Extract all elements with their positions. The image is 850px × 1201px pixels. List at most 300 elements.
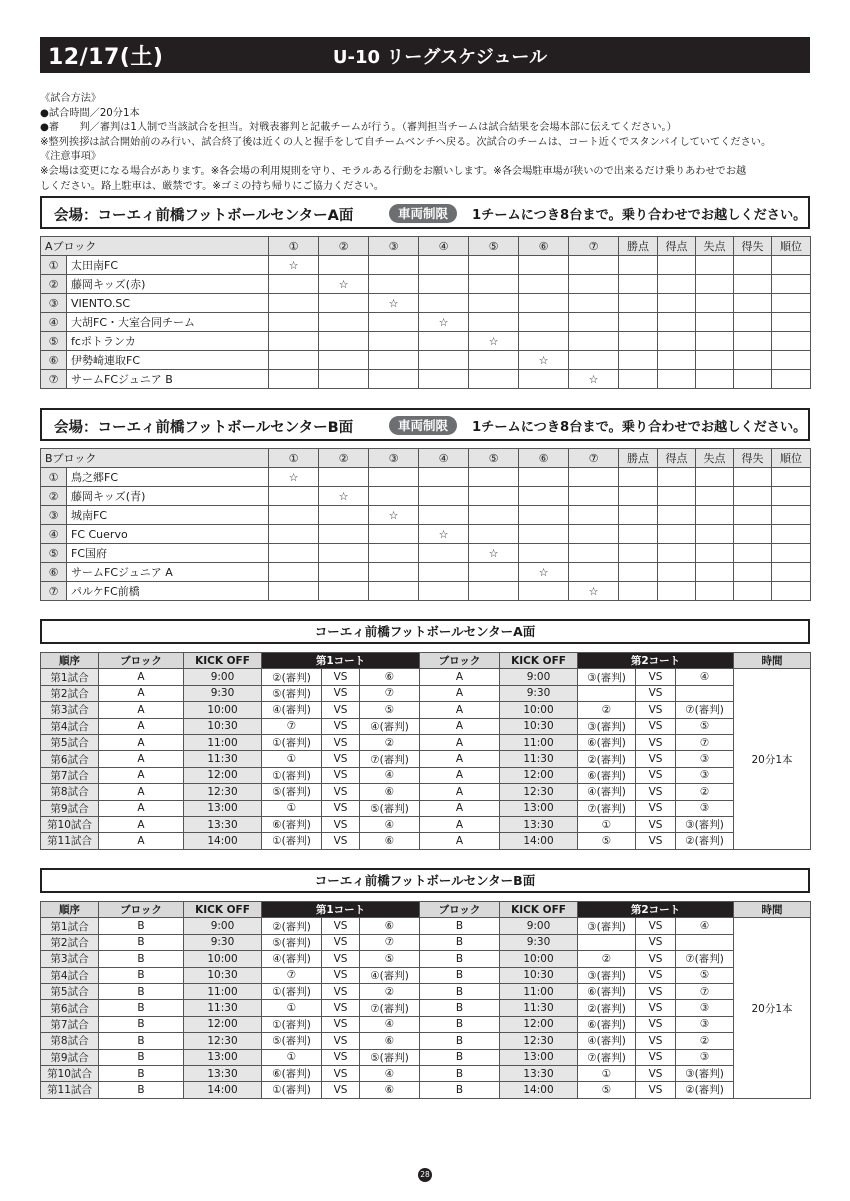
court2-team-b: ③: [676, 1000, 734, 1016]
result-cell: [419, 332, 469, 351]
vs: VS: [322, 833, 360, 849]
block-header-row: [41, 237, 811, 256]
column-header: 勝点: [619, 237, 658, 256]
result-cell: [772, 544, 811, 563]
self-match-star: ☆: [269, 256, 319, 275]
result-cell: [696, 544, 734, 563]
self-match-star: ☆: [469, 332, 519, 351]
result-cell: [269, 487, 319, 506]
court2-team-a: ③(審判): [578, 718, 636, 734]
match-order: 第8試合: [41, 1033, 99, 1049]
result-cell: [569, 332, 619, 351]
court2-team-b: ⑤: [676, 967, 734, 983]
team-name: 城南FC: [67, 506, 269, 525]
result-cell: [369, 468, 419, 487]
court2-team-a: ②(審判): [578, 751, 636, 767]
result-cell: [519, 525, 569, 544]
time-header: 時間: [734, 653, 811, 669]
vs: VS: [322, 918, 360, 934]
match-row: [41, 1082, 811, 1098]
result-cell: [734, 294, 772, 313]
match-order: 第1試合: [41, 669, 99, 685]
result-cell: [519, 275, 569, 294]
match-order: 第9試合: [41, 800, 99, 816]
result-cell: [469, 563, 519, 582]
court2-team-a: ⑥(審判): [578, 734, 636, 750]
column-header: ③: [369, 237, 419, 256]
result-cell: [319, 256, 369, 275]
result-cell: [734, 256, 772, 275]
court2-team-a: ④(審判): [578, 1033, 636, 1049]
result-cell: [696, 294, 734, 313]
vs: VS: [636, 767, 676, 783]
result-cell: [772, 487, 811, 506]
result-cell: [469, 525, 519, 544]
column-header: 得点: [658, 449, 696, 468]
block: A: [99, 833, 184, 849]
vehicle-limit-note: 1チームにつき8台まで。乗り合わせでお越しください。: [472, 420, 807, 435]
result-cell: [658, 582, 696, 601]
match-row: [41, 702, 811, 718]
team-row: [41, 370, 811, 389]
vs: VS: [636, 816, 676, 832]
block: A: [420, 718, 500, 734]
match-row: [41, 800, 811, 816]
result-cell: [696, 468, 734, 487]
vs: VS: [322, 1082, 360, 1098]
self-match-star: ☆: [569, 370, 619, 389]
result-cell: [658, 351, 696, 370]
block: A: [99, 751, 184, 767]
result-cell: [658, 370, 696, 389]
result-cell: [619, 370, 658, 389]
kickoff-time: 10:30: [500, 967, 578, 983]
result-cell: [658, 525, 696, 544]
kickoff-time: 9:30: [500, 685, 578, 701]
kickoff-time: 11:00: [500, 734, 578, 750]
result-cell: [734, 275, 772, 294]
team-number: ⑤: [41, 544, 67, 563]
kickoff-time: 14:00: [500, 1082, 578, 1098]
vs: VS: [636, 833, 676, 849]
team-row: [41, 563, 811, 582]
court1-team-a: ①(審判): [262, 1016, 322, 1032]
court2-team-b: ③: [676, 751, 734, 767]
result-cell: [658, 275, 696, 294]
block: A: [99, 669, 184, 685]
result-cell: [319, 563, 369, 582]
result-cell: [619, 275, 658, 294]
court2-team-a: [578, 934, 636, 950]
court2-team-b: [676, 685, 734, 701]
result-cell: [469, 370, 519, 389]
court2-team-b: ②: [676, 784, 734, 800]
team-row: [41, 256, 811, 275]
result-cell: [569, 563, 619, 582]
note-line: ※整列挨拶は試合開始前のみ行い、試合終了後は近くの人と握手をして自チームベンチへ戻る。次試合のチームは、コート近くでスタンバイしていてください。: [40, 136, 772, 148]
block: B: [420, 1000, 500, 1016]
match-row: [41, 934, 811, 950]
block: A: [420, 800, 500, 816]
vs: VS: [322, 816, 360, 832]
team-row: [41, 351, 811, 370]
court1-team-a: ①(審判): [262, 767, 322, 783]
result-cell: [369, 525, 419, 544]
match-order: 第8試合: [41, 784, 99, 800]
block: B: [420, 1033, 500, 1049]
court1-team-b: ⑦: [360, 934, 420, 950]
result-cell: [369, 582, 419, 601]
column-header: 順位: [772, 237, 811, 256]
court1-team-a: ①(審判): [262, 833, 322, 849]
kickoff-time: 10:00: [184, 951, 262, 967]
result-cell: [658, 563, 696, 582]
kickoff-time: 13:00: [184, 800, 262, 816]
result-cell: [696, 332, 734, 351]
result-cell: [469, 294, 519, 313]
result-cell: [469, 275, 519, 294]
match-row: [41, 1049, 811, 1065]
court1-team-a: ⑥(審判): [262, 1065, 322, 1081]
team-number: ③: [41, 294, 67, 313]
block: B: [99, 1065, 184, 1081]
court2-team-b: ③(審判): [676, 1065, 734, 1081]
result-cell: [469, 351, 519, 370]
column-header: ⑤: [469, 237, 519, 256]
result-cell: [319, 313, 369, 332]
block: A: [99, 800, 184, 816]
column-header: 勝点: [619, 449, 658, 468]
block: A: [99, 702, 184, 718]
result-cell: [419, 275, 469, 294]
match-duration: 20分1本: [734, 918, 811, 1098]
court1-team-b: ②: [360, 983, 420, 999]
result-cell: [319, 506, 369, 525]
result-cell: [269, 582, 319, 601]
result-cell: [619, 332, 658, 351]
column-header: 失点: [696, 237, 734, 256]
team-number: ⑥: [41, 563, 67, 582]
team-row: [41, 544, 811, 563]
column-header: ⑤: [469, 449, 519, 468]
team-number: ①: [41, 256, 67, 275]
match-order: 第9試合: [41, 1049, 99, 1065]
result-cell: [419, 563, 469, 582]
vehicle-limit-note: 1チームにつき8台まで。乗り合わせでお越しください。: [472, 208, 807, 223]
vs: VS: [322, 1049, 360, 1065]
result-cell: [519, 487, 569, 506]
match-order: 第10試合: [41, 1065, 99, 1081]
match-order: 第3試合: [41, 951, 99, 967]
kickoff-time: 10:30: [184, 718, 262, 734]
column-header: ①: [269, 237, 319, 256]
block: A: [420, 669, 500, 685]
vs: VS: [322, 1000, 360, 1016]
result-cell: [569, 294, 619, 313]
kickoff-time: 12:00: [500, 767, 578, 783]
column-header: ⑦: [569, 449, 619, 468]
court2-header: 第2コート: [578, 653, 734, 669]
block-header: ブロック: [420, 902, 500, 918]
order-header: 順序: [41, 653, 99, 669]
result-cell: [369, 544, 419, 563]
court2-team-b: ⑦(審判): [676, 951, 734, 967]
block: B: [420, 983, 500, 999]
court2-team-b: ⑤: [676, 718, 734, 734]
note-line: 《試合方法》: [40, 93, 102, 104]
court2-team-b: [676, 934, 734, 950]
match-order: 第11試合: [41, 1082, 99, 1098]
result-cell: [369, 351, 419, 370]
result-cell: [619, 582, 658, 601]
kickoff-time: 12:30: [500, 1033, 578, 1049]
court1-team-b: ⑤: [360, 951, 420, 967]
match-order: 第7試合: [41, 1016, 99, 1032]
schedule-header-row: [41, 902, 811, 918]
court1-team-b: ⑤(審判): [360, 800, 420, 816]
vs: VS: [322, 767, 360, 783]
court1-header: 第1コート: [262, 653, 420, 669]
match-row: [41, 1065, 811, 1081]
match-row: [41, 1000, 811, 1016]
kickoff-time: 12:30: [184, 784, 262, 800]
result-cell: [569, 468, 619, 487]
result-cell: [696, 313, 734, 332]
block: B: [99, 1016, 184, 1032]
match-order: 第10試合: [41, 816, 99, 832]
team-number: ②: [41, 487, 67, 506]
result-cell: [269, 332, 319, 351]
match-row: [41, 951, 811, 967]
result-cell: [369, 370, 419, 389]
result-cell: [419, 506, 469, 525]
block-a-table: [40, 236, 811, 389]
result-cell: [469, 506, 519, 525]
kickoff-time: 10:00: [500, 951, 578, 967]
team-name: 藤岡キッズ(青): [67, 487, 269, 506]
result-cell: [772, 525, 811, 544]
vs: VS: [322, 951, 360, 967]
order-header: 順序: [41, 902, 99, 918]
match-order: 第3試合: [41, 702, 99, 718]
block: B: [420, 1016, 500, 1032]
vs: VS: [636, 718, 676, 734]
court1-team-b: ④: [360, 1065, 420, 1081]
schedule-a-title: コーエィ前橋フットボールセンターA面: [40, 619, 810, 644]
court1-team-b: ⑥: [360, 833, 420, 849]
block: A: [420, 784, 500, 800]
vs: VS: [636, 685, 676, 701]
block: B: [99, 983, 184, 999]
match-order: 第6試合: [41, 1000, 99, 1016]
court1-team-a: ①(審判): [262, 983, 322, 999]
result-cell: [772, 582, 811, 601]
court2-team-b: ③(審判): [676, 816, 734, 832]
result-cell: [734, 313, 772, 332]
team-number: ⑦: [41, 370, 67, 389]
result-cell: [696, 563, 734, 582]
match-order: 第5試合: [41, 734, 99, 750]
court2-team-b: ⑦: [676, 983, 734, 999]
block-header: ブロック: [420, 653, 500, 669]
court1-team-a: ①(審判): [262, 734, 322, 750]
kickoff-time: 12:00: [184, 767, 262, 783]
court2-team-a: ⑤: [578, 833, 636, 849]
court2-team-a: ②: [578, 951, 636, 967]
kickoff-time: 11:30: [500, 1000, 578, 1016]
result-cell: [469, 313, 519, 332]
team-name: fcポトランカ: [67, 332, 269, 351]
result-cell: [569, 351, 619, 370]
court2-team-b: ②: [676, 1033, 734, 1049]
court2-team-a: ⑥(審判): [578, 983, 636, 999]
vehicle-limit-badge: 車両制限: [389, 204, 457, 223]
result-cell: [519, 256, 569, 275]
result-cell: [772, 256, 811, 275]
vs: VS: [636, 800, 676, 816]
court1-team-a: ①: [262, 800, 322, 816]
result-cell: [319, 582, 369, 601]
result-cell: [734, 506, 772, 525]
result-cell: [319, 468, 369, 487]
column-header: 順位: [772, 449, 811, 468]
result-cell: [569, 313, 619, 332]
match-row: [41, 967, 811, 983]
vs: VS: [636, 918, 676, 934]
result-cell: [734, 582, 772, 601]
block-label: Bブロック: [41, 449, 269, 468]
court2-team-b: ③: [676, 1049, 734, 1065]
court2-team-a: ⑥(審判): [578, 1016, 636, 1032]
column-header: ⑦: [569, 237, 619, 256]
result-cell: [419, 351, 469, 370]
court1-team-b: ④: [360, 1016, 420, 1032]
block: B: [420, 1049, 500, 1065]
block-label: Aブロック: [41, 237, 269, 256]
kickoff-time: 9:00: [500, 918, 578, 934]
court1-team-a: ①: [262, 751, 322, 767]
court1-team-a: ②(審判): [262, 669, 322, 685]
court1-team-b: ④(審判): [360, 718, 420, 734]
result-cell: [269, 351, 319, 370]
block: B: [99, 951, 184, 967]
note-line: ※会場は変更になる場合があります。※各会場の利用規則を守り、モラルある行動をお願いします。※各会場駐車場が狭いので出来るだけ乗りあわせでお越: [40, 165, 747, 177]
vs: VS: [322, 669, 360, 685]
schedule-a-table: [40, 652, 811, 850]
court1-team-b: ⑥: [360, 669, 420, 685]
match-order: 第6試合: [41, 751, 99, 767]
court1-team-b: ⑥: [360, 1082, 420, 1098]
vs: VS: [636, 751, 676, 767]
block: B: [99, 1033, 184, 1049]
block: A: [99, 685, 184, 701]
block: A: [99, 816, 184, 832]
team-name: VIENTO.SC: [67, 294, 269, 313]
block: B: [420, 1082, 500, 1098]
vs: VS: [636, 983, 676, 999]
court2-team-a: ⑦(審判): [578, 800, 636, 816]
kickoff-time: 13:30: [500, 816, 578, 832]
schedule-b-title: コーエィ前橋フットボールセンターB面: [40, 868, 810, 893]
result-cell: [696, 525, 734, 544]
court1-team-a: ⑤(審判): [262, 685, 322, 701]
match-order: 第7試合: [41, 767, 99, 783]
result-cell: [619, 487, 658, 506]
self-match-star: ☆: [519, 563, 569, 582]
match-order: 第11試合: [41, 833, 99, 849]
self-match-star: ☆: [519, 351, 569, 370]
result-cell: [619, 294, 658, 313]
team-row: [41, 332, 811, 351]
block: A: [420, 751, 500, 767]
match-order: 第2試合: [41, 934, 99, 950]
court2-team-a: ⑦(審判): [578, 1049, 636, 1065]
result-cell: [419, 582, 469, 601]
kickoff-time: 10:30: [184, 967, 262, 983]
vs: VS: [322, 1016, 360, 1032]
result-cell: [658, 256, 696, 275]
team-number: ⑦: [41, 582, 67, 601]
result-cell: [619, 544, 658, 563]
venue-b-banner: [40, 408, 810, 441]
vs: VS: [636, 951, 676, 967]
court1-team-a: ⑤(審判): [262, 934, 322, 950]
result-cell: [569, 275, 619, 294]
court2-team-a: ③(審判): [578, 918, 636, 934]
match-order: 第5試合: [41, 983, 99, 999]
result-cell: [734, 563, 772, 582]
result-cell: [772, 468, 811, 487]
column-header: ⑥: [519, 449, 569, 468]
block: A: [420, 767, 500, 783]
match-order: 第2試合: [41, 685, 99, 701]
court1-team-b: ⑥: [360, 1033, 420, 1049]
self-match-star: ☆: [469, 544, 519, 563]
result-cell: [319, 370, 369, 389]
result-cell: [269, 313, 319, 332]
team-name: 鳥之郷FC: [67, 468, 269, 487]
court1-team-a: ②(審判): [262, 918, 322, 934]
column-header: ①: [269, 449, 319, 468]
block: B: [99, 1082, 184, 1098]
block: A: [420, 685, 500, 701]
venue-name: 会場：コーエィ前橋フットボールセンターB面: [54, 420, 354, 436]
team-name: 太田南FC: [67, 256, 269, 275]
block: B: [420, 918, 500, 934]
court1-team-a: ⑥(審判): [262, 816, 322, 832]
court1-team-b: ④: [360, 816, 420, 832]
kickoff-time: 12:00: [184, 1016, 262, 1032]
vs: VS: [636, 1016, 676, 1032]
result-cell: [619, 256, 658, 275]
court1-team-a: ⑤(審判): [262, 1033, 322, 1049]
kickoff-time: 13:00: [184, 1049, 262, 1065]
team-row: [41, 582, 811, 601]
vs: VS: [322, 934, 360, 950]
schedule-header-row: [41, 653, 811, 669]
self-match-star: ☆: [419, 313, 469, 332]
team-row: [41, 487, 811, 506]
team-name: 大胡FC・大室合同チーム: [67, 313, 269, 332]
result-cell: [734, 351, 772, 370]
court1-team-b: ④: [360, 767, 420, 783]
kickoff-time: 9:00: [500, 669, 578, 685]
match-order: 第4試合: [41, 967, 99, 983]
block: A: [99, 718, 184, 734]
block-header: ブロック: [99, 653, 184, 669]
block: B: [99, 1049, 184, 1065]
result-cell: [696, 370, 734, 389]
